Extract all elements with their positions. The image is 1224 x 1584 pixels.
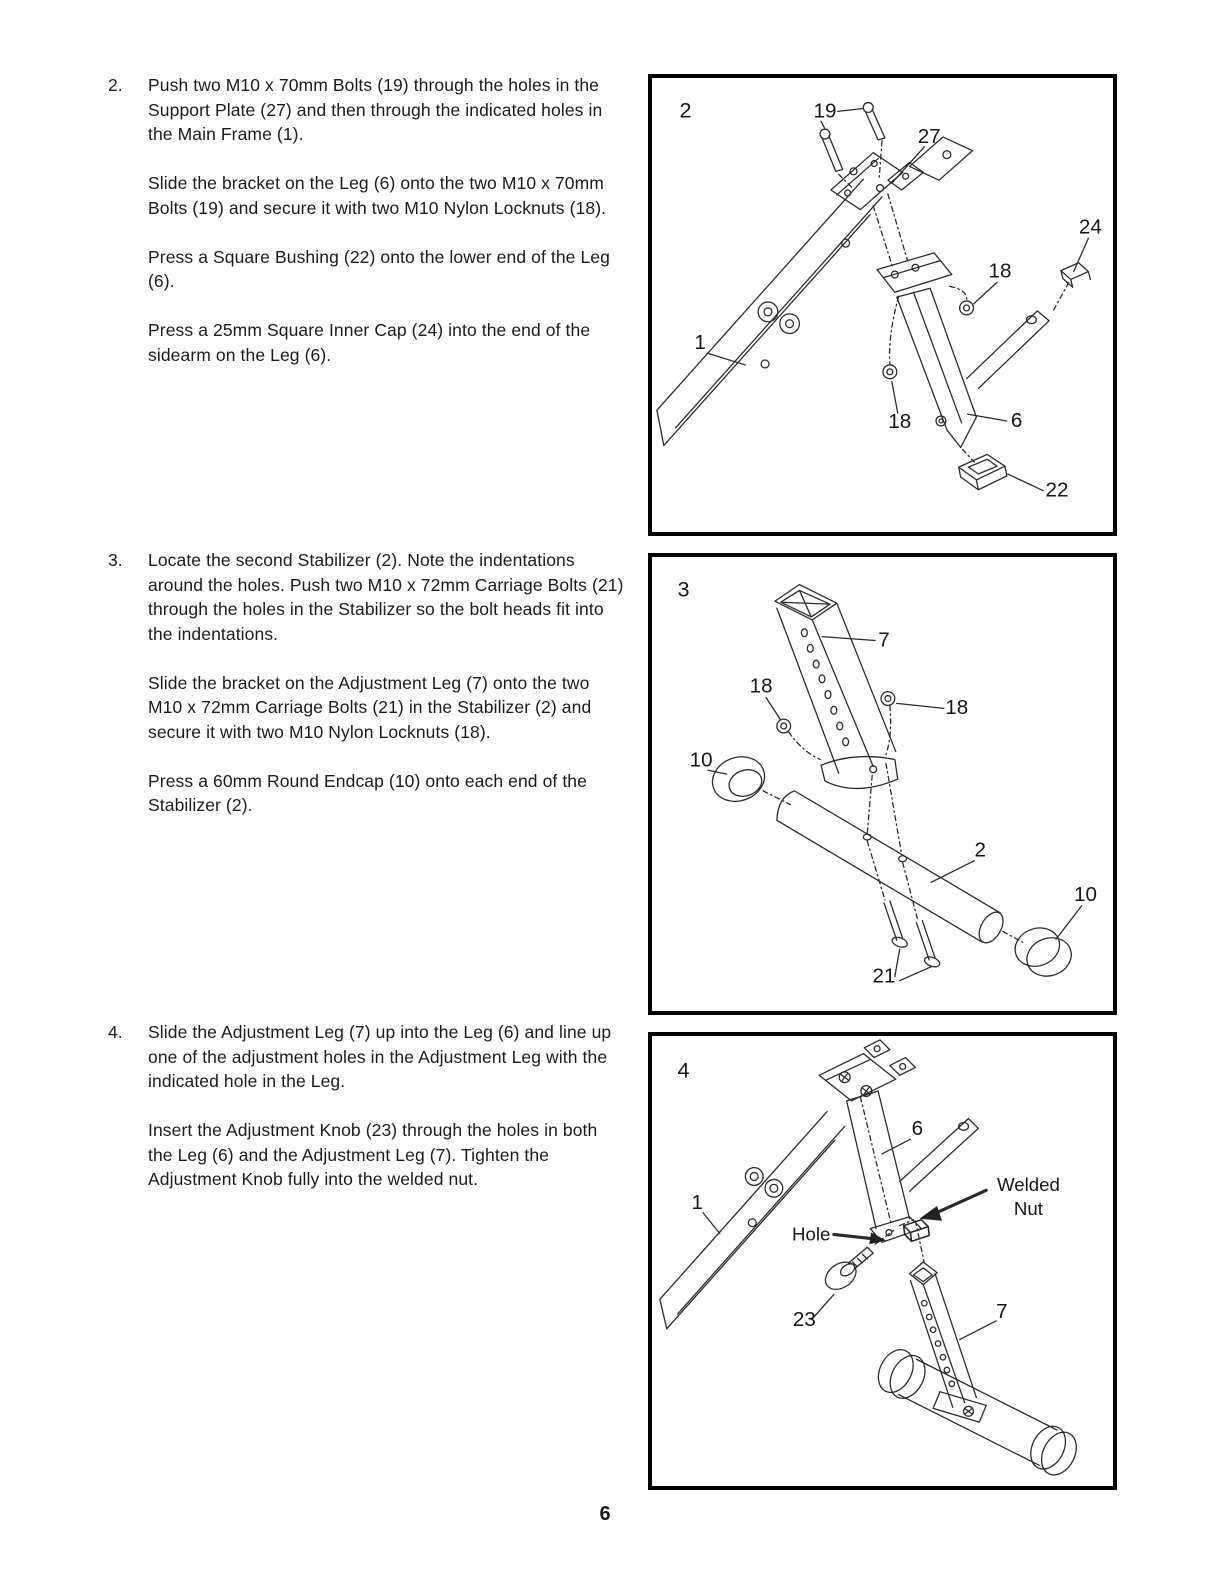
- carriage-bolts-part-drawing: [867, 763, 941, 968]
- figure-2-box: [648, 74, 1117, 536]
- part-label-1-main-frame: 1: [694, 331, 706, 355]
- main-frame-part-drawing: [657, 137, 973, 446]
- step-2-paragraph-2: Slide the bracket on the Leg (6) onto the two M10 x 70mm Bolts (19) and secure it with two M10 Nylon Locknuts (18).: [148, 173, 607, 218]
- endcap-left-part-drawing: [706, 750, 790, 809]
- part-label-10-endcap-left: 10: [689, 748, 713, 772]
- adjustment-leg-part-drawing: [775, 585, 898, 789]
- part-label-18-locknut-right: 18: [945, 696, 969, 720]
- main-frame-part-drawing: [660, 1040, 916, 1329]
- step-3-text: [148, 548, 626, 842]
- adjustment-leg-part-drawing: [910, 1262, 977, 1407]
- part-label-2-stabilizer: 2: [974, 838, 987, 862]
- figure-4-box: [648, 1032, 1117, 1490]
- welded-nut-annotation-line1: Welded: [996, 1174, 1060, 1196]
- support-plate-part-drawing: [831, 153, 903, 210]
- part-label-24-inner-cap: 24: [1078, 215, 1102, 239]
- step-4-number: 4.: [108, 1022, 123, 1042]
- leg-part-drawing: [847, 1091, 930, 1242]
- figure-2-diagram: [652, 78, 1113, 532]
- inner-cap-part-drawing: [1052, 263, 1090, 313]
- sidearm-part-drawing: [967, 311, 1050, 389]
- part-label-18-locknut-left: 18: [749, 674, 773, 698]
- stabilizer-tube-part-drawing: [871, 1344, 1083, 1481]
- locknuts-part-drawing: [777, 692, 895, 760]
- step-3-number: 3.: [108, 550, 123, 570]
- step-2-text: [148, 73, 626, 392]
- bushing-part-drawing: [959, 449, 1007, 489]
- part-label-22-bushing: 22: [1045, 478, 1069, 502]
- figure-3-number: 3: [677, 576, 690, 602]
- welded-nut-annotation-line2: Nut: [1013, 1197, 1043, 1219]
- step-3-paragraph-3: Press a 60mm Round Endcap (10) onto each end of the Stabilizer (2).: [148, 770, 587, 815]
- step-4-paragraph-1: Slide the Adjustment Leg (7) up into the Leg (6) and line up one of the adjustment holes in the Adjustment Leg with the indicated hole in the Leg.: [148, 1022, 612, 1091]
- part-label-21-carriage-bolts: 21: [872, 964, 896, 988]
- stabilizer-part-drawing: [777, 791, 1008, 947]
- part-label-10-endcap-right: 10: [1073, 882, 1097, 906]
- step-3-paragraph-2: Slide the bracket on the Adjustment Leg (7) onto the two M10 x 72mm Carriage Bolts (21) in the Stabilizer (2) and secure it with two M10 Nylon Locknuts (18).: [148, 672, 592, 742]
- step-3-paragraph-1: Locate the second Stabilizer (2). Note the indentations around the holes. Push two M10 x 72mm Carriage Bolts (21) through the holes in the Stabilizer so the bolt heads fit into the indentations.: [148, 550, 624, 644]
- step-2: [108, 73, 626, 392]
- step-2-paragraph-1: Push two M10 x 70mm Bolts (19) through the holes in the Support Plate (27) and then through the indicated holes in the Main Frame (1).: [148, 75, 603, 144]
- figure-2-number: 2: [679, 97, 692, 123]
- step-4-text: [148, 1020, 626, 1216]
- part-label-1-main-frame: 1: [691, 1190, 703, 1214]
- part-label-18-locknut-upper: 18: [988, 259, 1012, 283]
- part-label-6-leg: 6: [1010, 408, 1023, 432]
- figure-4-diagram: [652, 1036, 1113, 1486]
- step-4-paragraph-2: Insert the Adjustment Knob (23) through the holes in both the Leg (6) and the Adjustment Leg (7). Tighten the Adjustment Knob fully into the welded nut.: [148, 1120, 598, 1189]
- figure-3-diagram: [652, 557, 1113, 1011]
- hole-annotation: Hole: [792, 1223, 831, 1245]
- part-label-18-locknut-lower: 18: [888, 409, 912, 433]
- part-label-23-knob: 23: [792, 1307, 816, 1331]
- part-label-19-bolts: 19: [813, 99, 837, 123]
- part-label-7-adjustment-leg: 7: [996, 1299, 1008, 1323]
- step-3: [108, 548, 626, 842]
- page-number: 6: [599, 1503, 611, 1525]
- endcap-right-part-drawing: [1003, 922, 1077, 982]
- part-label-27-support-plate: 27: [917, 124, 941, 148]
- step-2-paragraph-4: Press a 25mm Square Inner Cap (24) into the end of the sidearm on the Leg (6).: [148, 320, 591, 365]
- part-label-7-adjustment-leg: 7: [878, 628, 890, 652]
- step-4: [108, 1020, 626, 1216]
- figure-3-box: [648, 553, 1117, 1015]
- step-2-number: 2.: [108, 75, 123, 95]
- part-label-6-leg: 6: [911, 1117, 924, 1141]
- step-2-paragraph-3: Press a Square Bushing (22) onto the lower end of the Leg (6).: [148, 246, 610, 291]
- welded-nut-arrow: [919, 1190, 986, 1220]
- figure-4-number: 4: [677, 1057, 690, 1083]
